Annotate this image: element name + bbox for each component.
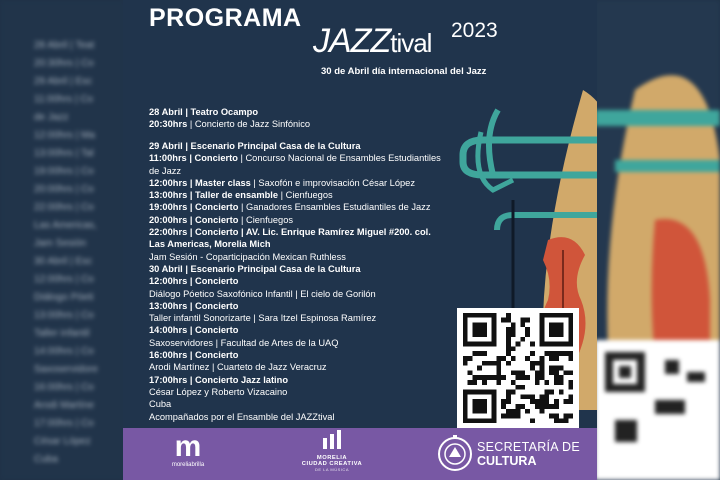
schedule-line (149, 152, 479, 164)
blurred-text-line: Arodi Martíne (34, 400, 95, 411)
blurred-text-line: 20:30hrs | Co (34, 58, 94, 69)
program-title: PROGRAMA (149, 4, 302, 32)
schedule-line-bold: 17:00hrs | Concierto Jazz latino (149, 374, 288, 385)
schedule-line-bold: 16:00hrs | Concierto (149, 350, 239, 361)
schedule-line-bold: 14:00hrs | Concierto (149, 325, 239, 336)
schedule-line (149, 165, 479, 177)
schedule-day-3 (149, 263, 479, 423)
secretaria-label: SECRETARÍA DE (477, 440, 580, 454)
cultura-seal-icon (437, 433, 473, 475)
schedule-line (149, 288, 479, 300)
schedule-line-bold: 12:00hrs | Concierto (149, 276, 239, 287)
schedule-line-text: de Jazz (149, 165, 182, 176)
schedule-line (149, 361, 479, 373)
jazztival-logo (313, 22, 431, 61)
schedule-line-bold: 13:00hrs | Concierto (149, 300, 239, 311)
schedule-line (149, 251, 479, 263)
schedule-line (149, 177, 479, 189)
festival-year: 2023 (451, 19, 498, 42)
morelia-logo-mark: m (174, 430, 202, 463)
schedule-line-text: Acompañados por el Ensamble del JAZZtival (149, 411, 335, 422)
schedule-line-text: Saxoservidores | Facultad de Artes de la UAQ (149, 337, 339, 348)
schedule-line-bold: 22:00hrs | Concierto | AV. Lic. Enrique Ramírez Miguel #200. col. (149, 227, 431, 238)
blurred-text-line: Saxoservidore (34, 364, 98, 375)
blurred-text-line: 13:00hrs | Co (34, 310, 94, 321)
schedule-line-text: | Cienfuegos (278, 190, 333, 201)
schedule-line (149, 374, 479, 386)
morelia-logo-label: moreliabrilla (171, 462, 205, 468)
blurred-text-line: 20:00hrs | Co (34, 184, 94, 195)
blurred-text-line: 12:00hrs | Co (34, 274, 94, 285)
blurred-text-line: 22:00hrs | Co (34, 202, 94, 213)
cultura-label: CULTURA (477, 454, 537, 468)
schedule-line (149, 349, 479, 361)
schedule-line (149, 226, 479, 238)
schedule-line (149, 189, 479, 201)
blurred-text-line: 13:00hrs | Tal (34, 148, 94, 159)
schedule-line (149, 312, 479, 324)
schedule-line (149, 386, 479, 398)
blurred-text-line: Diálogo Póeti (34, 292, 94, 303)
schedule-line-bold: 30 Abril | Escenario Principal Casa de la Cultura (149, 264, 361, 274)
festival-subtitle: 30 de Abril día internacional del Jazz (321, 66, 487, 77)
schedule-line (149, 118, 479, 130)
schedule-line (149, 337, 479, 349)
mcc-line2: CIUDAD CREATIVA (301, 461, 363, 467)
blurred-instrument-illustration (595, 0, 720, 480)
qr-code[interactable] (457, 308, 579, 428)
schedule-line (149, 411, 479, 423)
footer-sponsors (123, 428, 597, 480)
ciudad-creativa-icon (321, 430, 343, 450)
blurred-background-left (0, 0, 125, 480)
schedule-line (149, 398, 479, 410)
blurred-text-line: 28 Abril | Teat (34, 40, 95, 51)
schedule-line (149, 275, 479, 287)
schedule-line-text: | Concierto de Jazz Sinfónico (187, 119, 311, 130)
schedule-line-bold: 28 Abril | Teatro Ocampo (149, 107, 259, 117)
schedule-line (149, 300, 479, 312)
schedule-line (149, 214, 479, 226)
blurred-text-line: Taller infantil (34, 328, 90, 339)
schedule-line-text: | Concurso Nacional de Ensambles Estudiantiles (237, 153, 441, 164)
morelia-brilla-logo (153, 432, 223, 468)
blurred-text-line: Cuba (34, 454, 58, 465)
schedule-line-bold: 20:00hrs | Concierto (149, 214, 239, 225)
schedule-day-2 (149, 140, 479, 263)
schedule-line-text: Taller infantil Sonorizarte | Sara Itzel Espinosa Ramírez (149, 313, 377, 324)
schedule-line-text: Diálogo Póetico Saxofónico Infantil | El cielo de Gorilón (149, 288, 376, 299)
poster (123, 0, 597, 480)
blurred-text-line: 16:00hrs | Co (34, 382, 94, 393)
schedule-line-bold: 20:30hrs (149, 119, 188, 130)
qr-code-icon (457, 308, 579, 428)
schedule-line (149, 201, 479, 213)
schedule-line-text: | Saxofón e improvisación César López (250, 177, 416, 188)
schedule-line (149, 263, 479, 275)
blurred-text-line: 30 Abril | Esc (34, 256, 93, 267)
blurred-text-line: César López (34, 436, 91, 447)
schedule-line-bold: Las Americas, Morelia Mich (149, 239, 271, 250)
mcc-line3: DE LA MÚSICA (314, 467, 349, 472)
schedule-line-bold: 29 Abril | Escenario Principal Casa de la Cultura (149, 141, 361, 151)
jazz-word: JAZZ (313, 22, 391, 60)
ciudad-creativa-logo (289, 430, 375, 472)
schedule-line-text: César López y Roberto Vizacaino (149, 386, 288, 397)
schedule-line (149, 324, 479, 336)
blurred-text-line: 17:00hrs | Co (34, 418, 94, 429)
schedule-line-text: Cuba (149, 399, 172, 410)
blurred-text-line: 12:00hrs | Ma (34, 130, 95, 141)
schedule-line-bold: 19:00hrs | Concierto (149, 202, 239, 213)
blurred-text-line: 11:00hrs | Co (34, 94, 94, 105)
schedule-line-bold: 12:00hrs | Master class (149, 177, 251, 188)
schedule-line-text: | Cienfuegos (238, 214, 294, 225)
blurred-text-line: 19:00hrs | Co (34, 166, 94, 177)
schedule-line-text: | Ganadores Ensambles Estudiantiles de Jazz (238, 202, 431, 213)
schedule-line (149, 140, 479, 152)
schedule-line-text: Jam Sesión - Coparticipación Mexican Ruthless (149, 251, 346, 262)
mcc-line1: MORELIA (316, 455, 348, 461)
tival-word: tival (390, 28, 432, 58)
blurred-background-right (595, 0, 720, 480)
blurred-text-line: de Jazz (34, 112, 69, 123)
blurred-text-line: Las Americas, (34, 220, 97, 231)
schedule-line-bold: 13:00hrs | Taller de ensamble (149, 190, 279, 201)
blurred-text-line: Jam Sesión (34, 238, 87, 249)
blurred-text-line: 29 Abril | Esc (34, 76, 93, 87)
schedule-line-text: Arodi Martínez | Cuarteto de Jazz Veracruz (149, 362, 327, 373)
secretaria-cultura (477, 440, 580, 468)
schedule-line (149, 238, 479, 250)
blurred-text-line: 14:00hrs | Co (34, 346, 94, 357)
schedule-line-bold: 11:00hrs | Concierto (149, 153, 238, 164)
schedule-line (149, 106, 479, 118)
schedule-day-1 (149, 106, 479, 131)
